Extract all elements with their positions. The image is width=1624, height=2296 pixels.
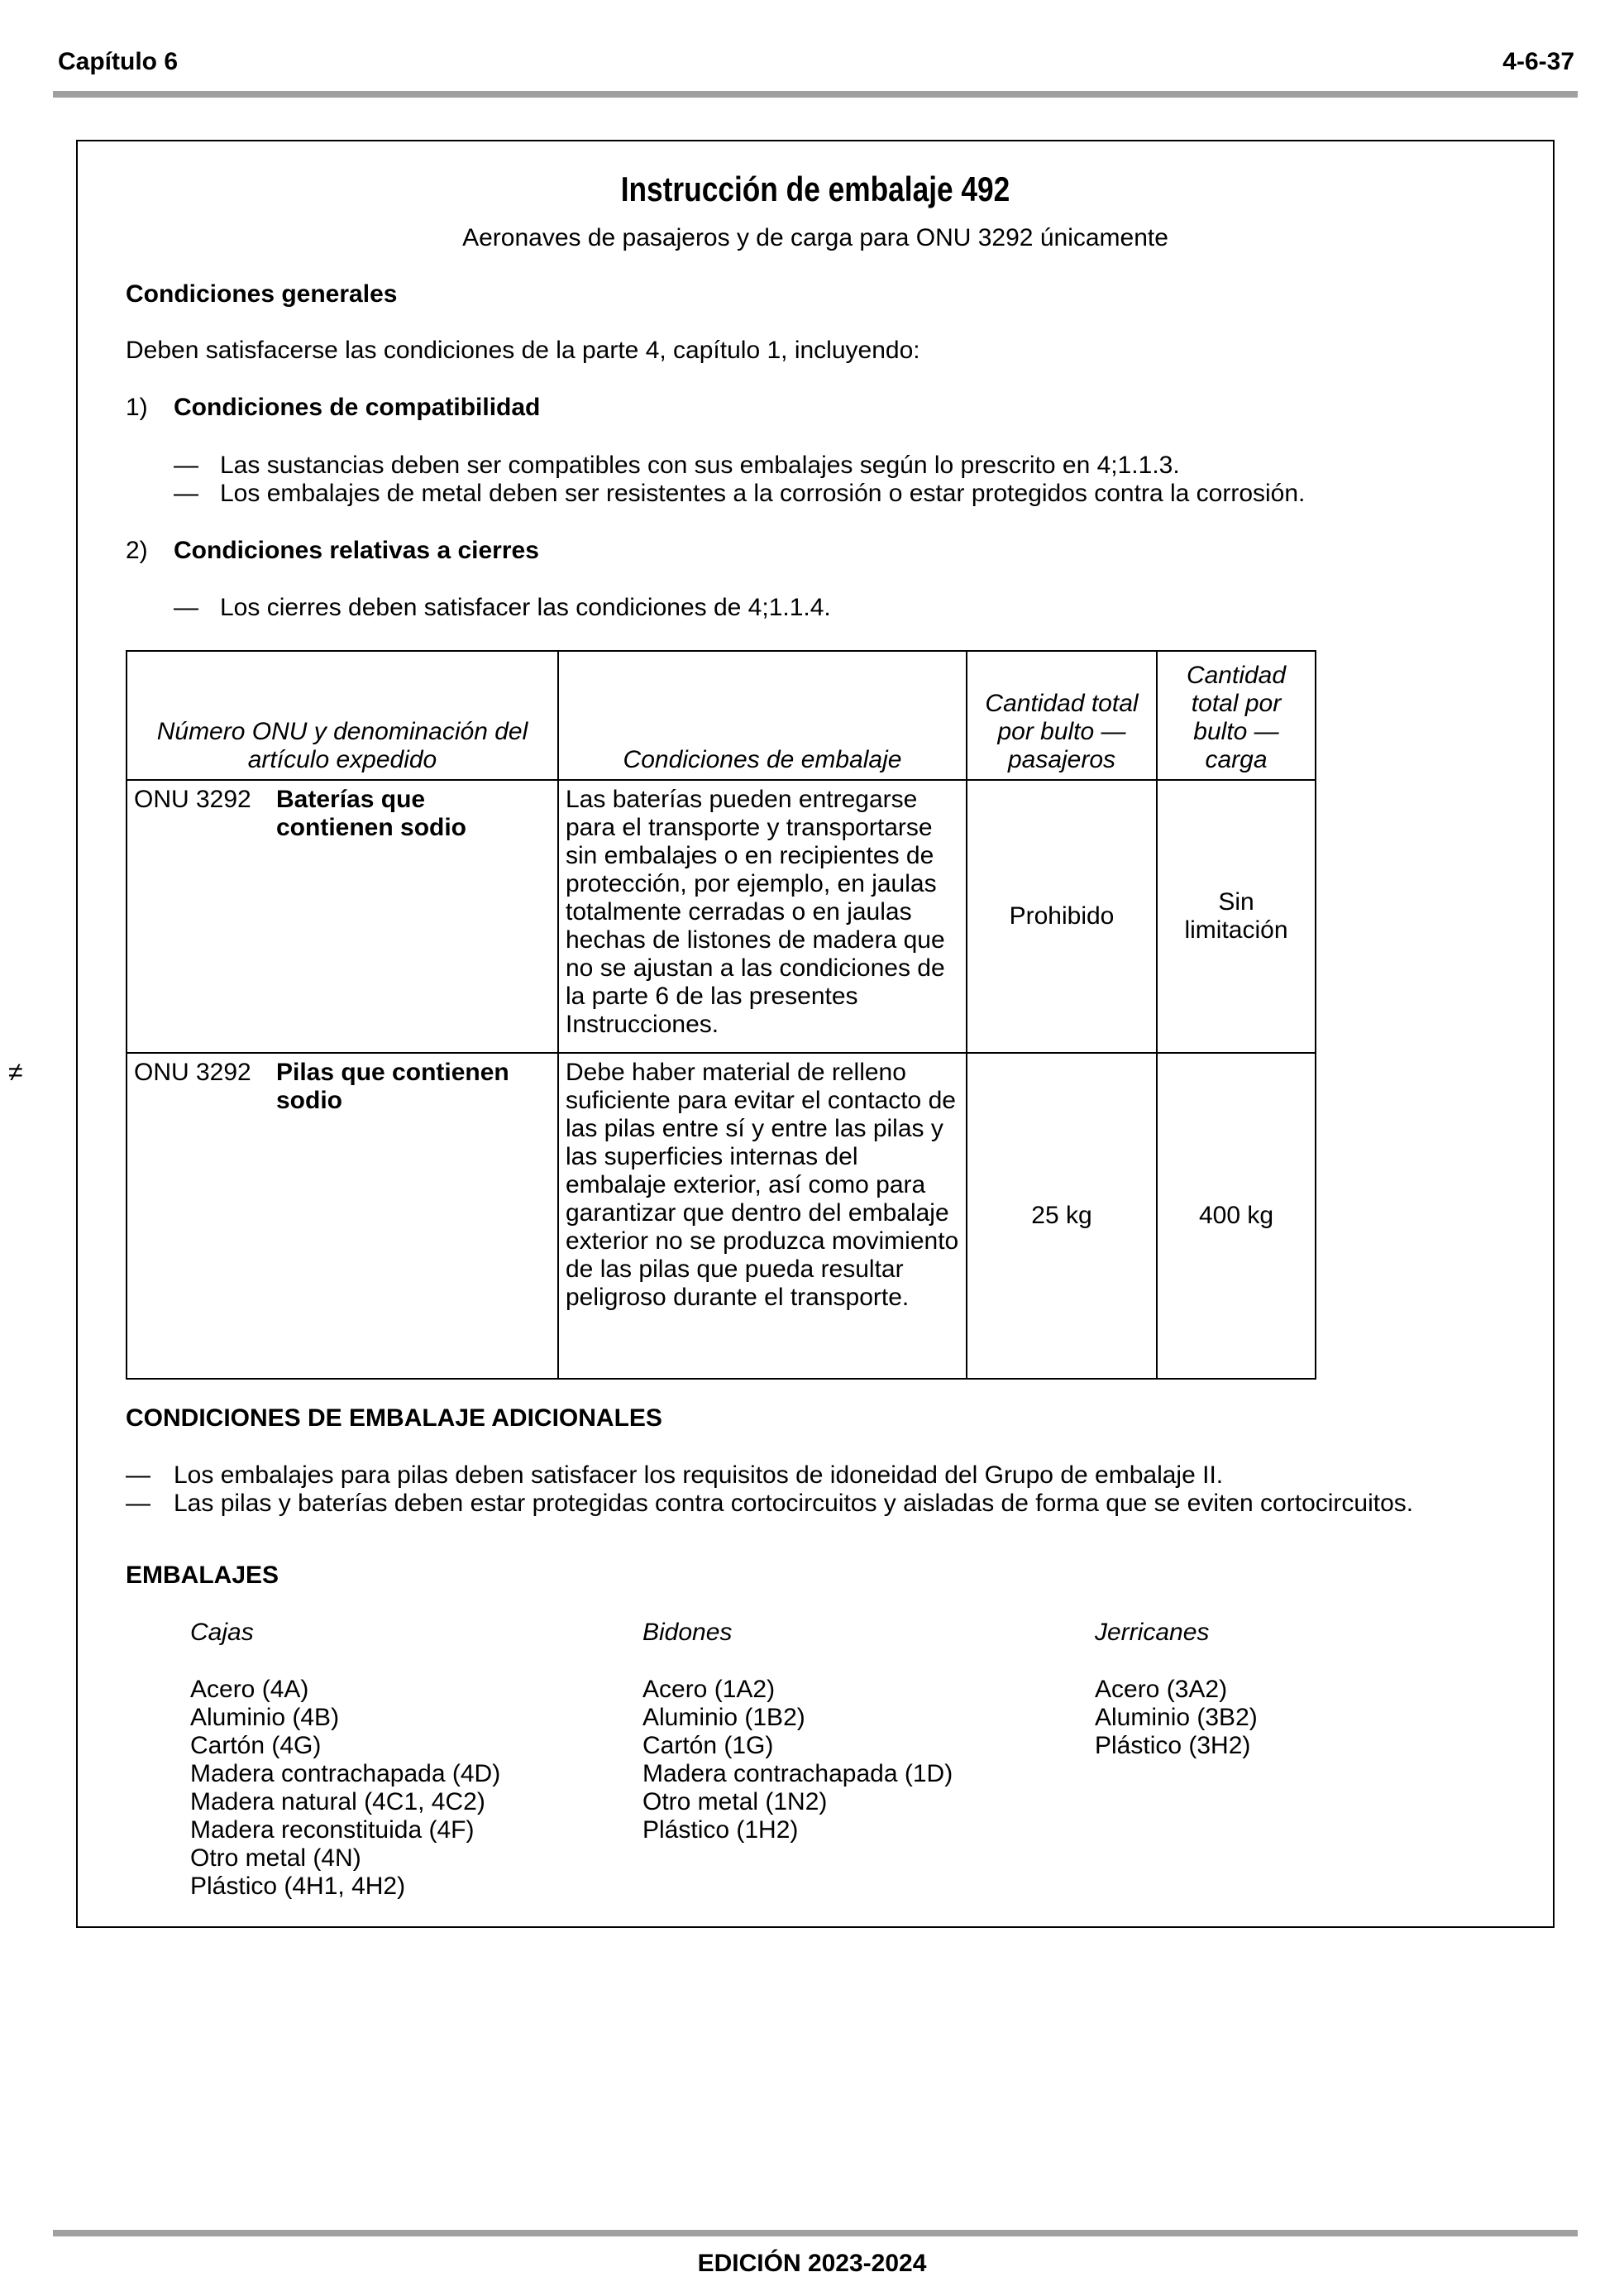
packaging-item: Acero (3A2) [1095, 1676, 1228, 1703]
dash: — [174, 452, 198, 479]
compatibility-item: Las sustancias deben ser compatibles con sus embalajes según lo prescrito en 4;1.1.3. [220, 452, 1180, 479]
packaging-item: Aluminio (4B) [190, 1704, 340, 1731]
packaging-item: Madera natural (4C1, 4C2) [190, 1788, 485, 1815]
packaging-item: Otro metal (1N2) [642, 1788, 828, 1815]
passenger-quantity: 25 kg [967, 1053, 1157, 1379]
instruction-subtitle: Aeronaves de pasajeros y de carga para ONU 3292 únicamente [462, 224, 1168, 251]
page-number: 4-6-37 [1502, 48, 1574, 75]
packaging-column-heading: Jerricanes [1095, 1619, 1210, 1646]
packaging-item: Plástico (3H2) [1095, 1732, 1251, 1759]
edition-label: EDICIÓN 2023-2024 [697, 2250, 927, 2277]
packaging-column-heading: Cajas [190, 1619, 254, 1646]
conditions-cell: Las baterías pueden entregarse para el transporte y transportarse sin embalajes o en recipientes de protección, por ejemplo, en jaulas totalmente cerradas o en jaulas hechas de listones de madera que no se ajustan a las condiciones de la parte 6 de las presentes Instrucciones. [558, 780, 967, 1053]
table-header-row [127, 651, 1316, 780]
packaging-item: Cartón (1G) [642, 1732, 774, 1759]
packaging-column-jerricans [1095, 1619, 1258, 1760]
instruction-title: Instrucción de embalaje 492 [620, 170, 1010, 208]
condition-number: 2) [126, 537, 148, 564]
packaging-item: Acero (4A) [190, 1676, 309, 1703]
packaging-column-drums [642, 1619, 953, 1844]
cargo-quantity: Sin limitación [1157, 780, 1316, 1053]
change-mark: ≠ [8, 1057, 23, 1087]
packaging-item: Madera contrachapada (4D) [190, 1760, 501, 1787]
packaging-item: Madera reconstituida (4F) [190, 1816, 475, 1844]
closures-heading: Condiciones relativas a cierres [174, 537, 539, 564]
header-un-name: Número ONU y denominación del artículo expedido [127, 651, 558, 780]
article-name: Baterías que contienen sodio [276, 786, 467, 841]
packaging-item: Acero (1A2) [642, 1676, 776, 1703]
packaging-column-boxes [190, 1619, 500, 1901]
header-conditions: Condiciones de embalaje [558, 651, 967, 780]
general-conditions-intro: Deben satisfacerse las condiciones de la parte 4, capítulo 1, incluyendo: [126, 337, 920, 364]
header-cargo-quantity: Cantidad total por bulto — carga [1157, 651, 1316, 780]
un-number: ONU 3292 [134, 786, 251, 813]
packaging-item: Madera contrachapada (1D) [642, 1760, 953, 1787]
additional-condition-item: Los embalajes para pilas deben satisfacer los requisitos de idoneidad del Grupo de embalaje II. [174, 1461, 1224, 1489]
packaging-column-heading: Bidones [642, 1619, 733, 1646]
footer-rule [53, 2230, 1578, 2236]
compatibility-heading: Condiciones de compatibilidad [174, 394, 541, 421]
packaging-item: Plástico (4H1, 4H2) [190, 1873, 406, 1900]
additional-conditions-heading: CONDICIONES DE EMBALAJE ADICIONALES [126, 1404, 662, 1432]
header-passenger-quantity: Cantidad total por bulto — pasajeros [967, 651, 1157, 780]
un-name-cell [127, 1053, 558, 1379]
general-conditions-heading: Condiciones generales [126, 280, 398, 308]
compatibility-item: Los embalajes de metal deben ser resistentes a la corrosión o estar protegidos contra la corrosión. [220, 480, 1306, 507]
packagings-heading: EMBALAJES [126, 1562, 279, 1589]
chapter-label: Capítulo 6 [58, 48, 179, 75]
cargo-quantity: 400 kg [1157, 1053, 1316, 1379]
table-row [127, 1053, 1316, 1379]
dash: — [126, 1490, 150, 1517]
packaging-item: Plástico (1H2) [642, 1816, 799, 1844]
packing-table [126, 650, 1316, 1380]
packaging-item: Otro metal (4N) [190, 1844, 361, 1872]
passenger-quantity: Prohibido [967, 780, 1157, 1053]
conditions-cell: Debe haber material de relleno suficiente para evitar el contacto de las pilas entre sí y entre las pilas y las superficies internas del embalaje exterior, así como para garantizar que dentro del embalaje exterior no se produzca movimiento de las pilas que pueda resultar peligroso durante el transporte. [558, 1053, 967, 1379]
dash: — [126, 1461, 150, 1489]
packaging-item: Cartón (4G) [190, 1732, 322, 1759]
packaging-item: Aluminio (1B2) [642, 1704, 805, 1731]
un-number: ONU 3292 [134, 1059, 251, 1086]
article-name: Pilas que contienen sodio [276, 1059, 509, 1114]
dash: — [174, 594, 198, 621]
header-rule [53, 91, 1578, 98]
condition-number: 1) [126, 394, 148, 421]
closures-item: Los cierres deben satisfacer las condiciones de 4;1.1.4. [220, 594, 831, 621]
table-row [127, 780, 1316, 1053]
packing-instruction-box [76, 140, 1555, 1928]
dash: — [174, 480, 198, 507]
packaging-item: Aluminio (3B2) [1095, 1704, 1258, 1731]
additional-condition-item: Las pilas y baterías deben estar protegidas contra cortocircuitos y aisladas de forma que se eviten cortocircuitos. [174, 1490, 1414, 1517]
un-name-cell [127, 780, 558, 1053]
